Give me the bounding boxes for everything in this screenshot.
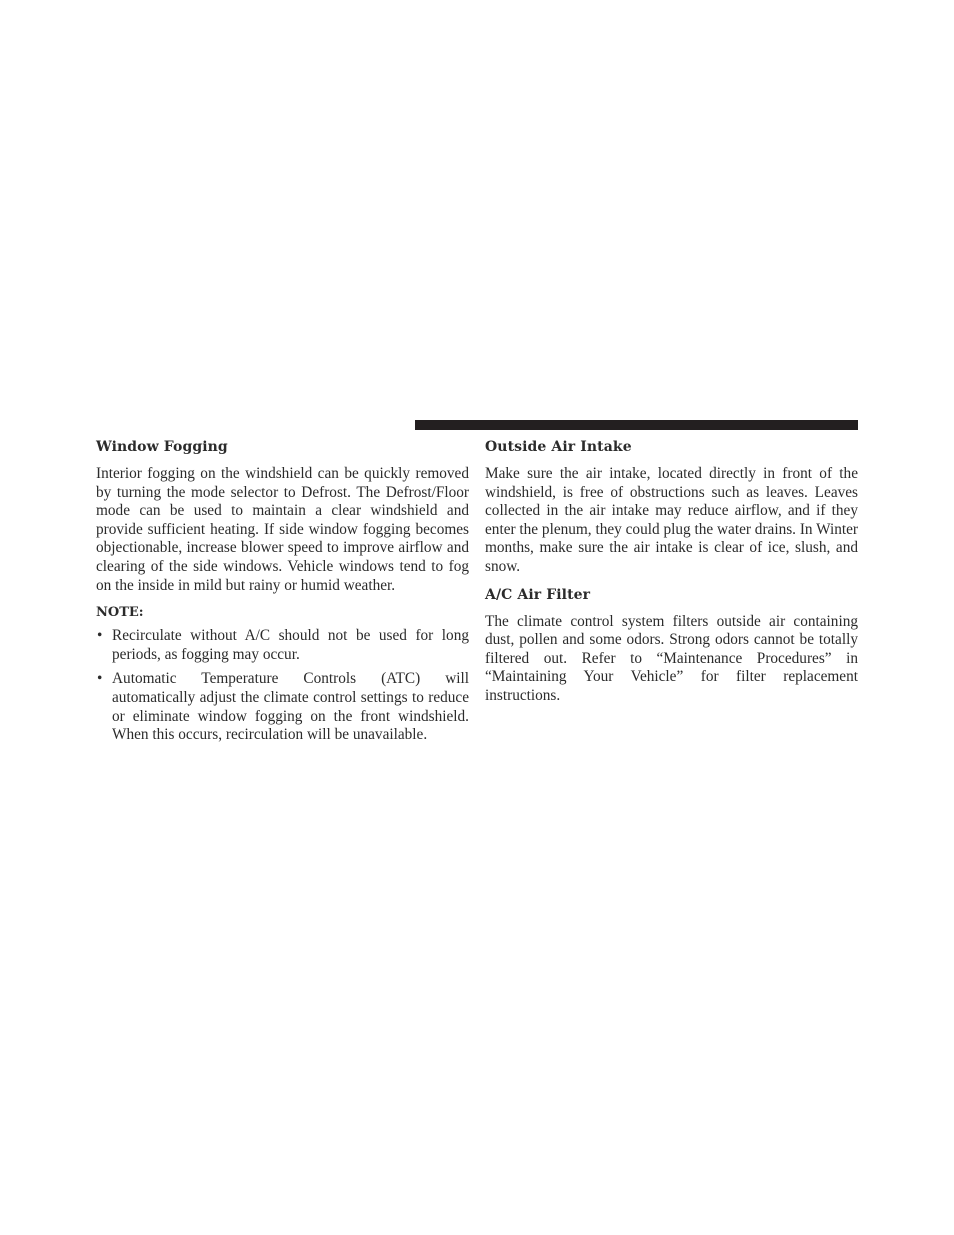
bullet-text: Recirculate without A/C should not be used for long periods, as fogging may occur. <box>112 627 469 663</box>
bullet-icon: • <box>97 670 103 688</box>
note-label: NOTE: <box>96 605 144 621</box>
section-header-bar <box>415 420 858 430</box>
left-column <box>96 438 469 751</box>
right-column <box>485 438 858 715</box>
note-list <box>96 627 469 745</box>
bullet-icon: • <box>97 627 103 645</box>
window-fogging-heading: Window Fogging <box>96 439 228 455</box>
window-fogging-paragraph: Interior fogging on the windshield can be quickly removed by turning the mode selector to Defrost. The Defrost/Floor mode can be used to maintain a clear windshield and provide sufficient heating. If side window fogging becomes objectionable, increase blower speed to improve airflow and clearing of the side windows. Vehicle windows tend to fog on the inside in mild but rainy or humid weather. <box>96 465 469 594</box>
ac-air-filter-paragraph: The climate control system filters outside air containing dust, pollen and some odors. Strong odors cannot be totally filtered out. Refer to “Maintenance Procedures” in “Maintaining Your Vehicle” for filter replacement instructions. <box>485 612 858 704</box>
outside-air-intake-heading: Outside Air Intake <box>485 439 632 455</box>
list-item <box>96 627 469 664</box>
list-item <box>96 670 469 744</box>
outside-air-intake-paragraph: Make sure the air intake, located directly in front of the windshield, is free of obstructions such as leaves. Leaves collected in the air intake may reduce airflow, and if they enter the plenum, they could plug the water drains. In Winter months, make sure the air intake is clear of ice, slush, and snow. <box>485 465 858 575</box>
ac-air-filter-heading: A/C Air Filter <box>485 586 591 603</box>
bullet-text: Automatic Temperature Controls (ATC) will automatically adjust the climate control settings to reduce or eliminate window fogging on the front windshield. When this occurs, recirculation will be unavailable. <box>112 670 469 744</box>
